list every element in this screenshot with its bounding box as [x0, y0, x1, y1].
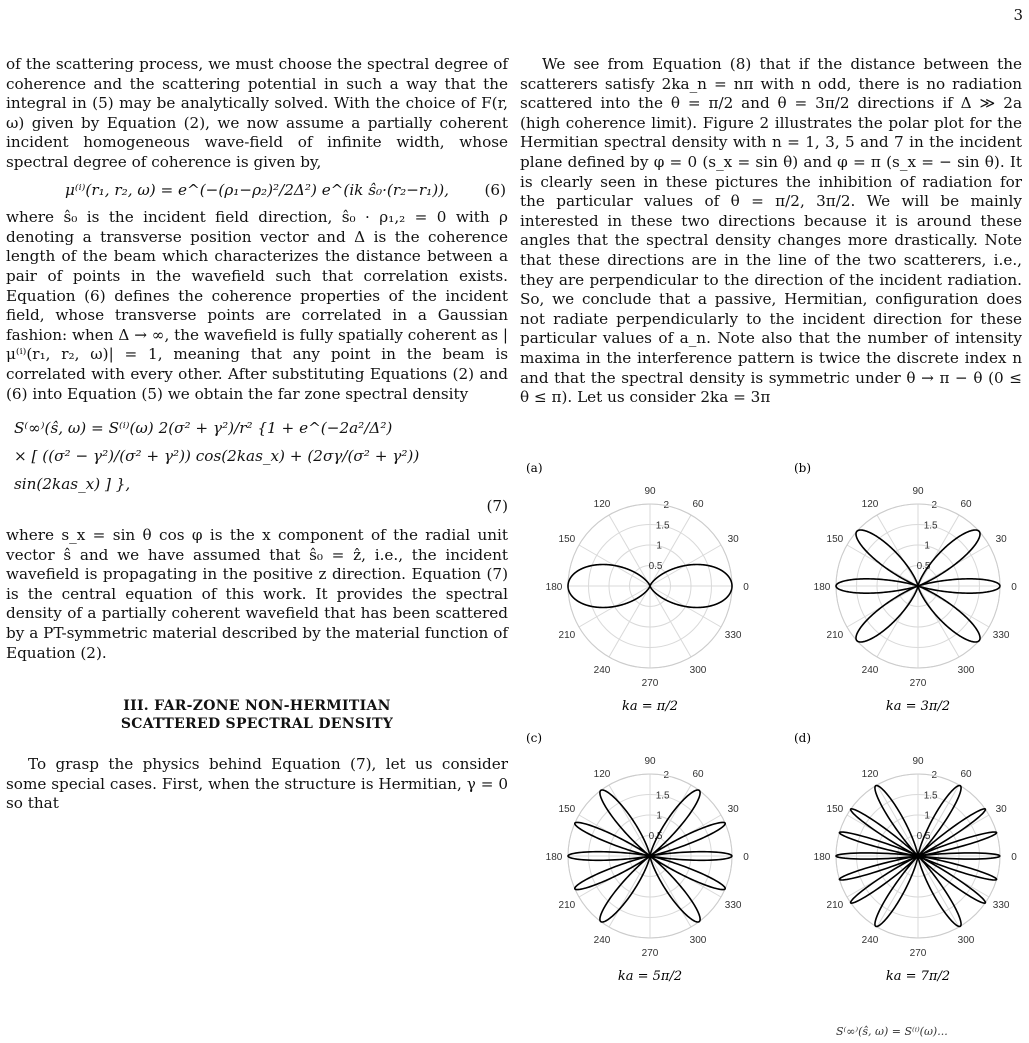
panel-caption: ka = 7π/2 [885, 969, 951, 984]
panel-caption: ka = 5π/2 [617, 969, 683, 984]
angle-tick-label: 30 [995, 804, 1007, 815]
angle-tick-label: 0 [1011, 582, 1017, 593]
panel-label: (d) [794, 731, 812, 745]
grid-spoke [609, 586, 650, 657]
angle-tick-label: 240 [593, 935, 611, 947]
polar-plot-a [522, 458, 762, 720]
angle-tick-label: 210 [558, 630, 576, 641]
paragraph-special-cases: To grasp the physics behind Equation (7), let us consider some special cases. First, when the structure is Hermitian, γ = 0 so that [6, 755, 508, 813]
radial-tick-label: 2 [663, 770, 670, 782]
angle-tick-label: 210 [558, 900, 576, 911]
angle-tick-label: 60 [692, 768, 704, 780]
angle-tick-label: 300 [957, 935, 975, 947]
angle-tick-label: 180 [813, 582, 831, 593]
equation-7-line-2: × [ ((σ² − γ²)/(σ² + γ²)) cos(2kas_x) + (2σγ/(σ² + γ²)) sin(2kas_x) ] }, [14, 447, 420, 494]
polar-plot-d [790, 728, 1029, 990]
section-heading [36, 697, 478, 733]
panel-caption: ka = 3π/2 [885, 699, 951, 714]
radial-tick-label: 1 [656, 540, 662, 552]
angle-tick-label: 120 [593, 768, 611, 780]
radial-tick-label: 2 [931, 500, 938, 512]
angle-tick-label: 180 [545, 852, 563, 863]
angle-tick-label: 90 [912, 756, 924, 767]
angle-tick-label: 240 [593, 665, 611, 677]
angle-tick-label: 60 [960, 768, 972, 780]
polar-plot-svg [790, 458, 1029, 720]
angle-tick-label: 90 [912, 486, 924, 497]
angle-tick-label: 240 [861, 665, 879, 677]
angle-tick-label: 120 [861, 498, 879, 510]
paragraph-intro: of the scattering process, we must choose the spectral degree of coherence and the scattering potential in such a way that the integral in (5) may be analytically solved. With the choice of F(r, ω) given by Equation (2), we now assume a partially coherent incident homogeneous wave-field of infinite width, whose spectral degree of coherence is given by, [6, 55, 508, 171]
footer-equation-fragment: S⁽∞⁾(ŝ, ω) = S⁽ⁱ⁾(ω)... [836, 1025, 948, 1038]
radial-tick-label: 1 [924, 810, 930, 822]
angle-tick-label: 210 [826, 630, 844, 641]
angle-tick-label: 0 [743, 852, 749, 863]
angle-tick-label: 330 [724, 630, 742, 641]
angle-tick-label: 240 [861, 935, 879, 947]
angle-tick-label: 180 [813, 852, 831, 863]
page-number: 3 [1013, 6, 1023, 24]
angle-tick-label: 0 [1011, 852, 1017, 863]
equation-6-number: (6) [484, 180, 506, 199]
paragraph-hermitian: We see from Equation (8) that if the distance between the scatterers satisfy 2ka_n = nπ with n odd, there is no radiation scattered into the θ = π/2 and θ = 3π/2 directions if Δ ≫ 2a (high coherence limit). Figure 2 illustrates the polar plot for the Hermitian spectral density with n = 1, 3, 5 and 7 in the incident plane defined by φ = 0 (s_x = sin θ) and φ = π (s_x = − sin θ). It is clearly seen in these pictures the inhibition of radiation for the particular values of θ = π/2, 3π/2. We will be mainly interested in these two directions because it is around these angles that the spectral density changes more drastically. Note that these directions are in the line of the two scatterers, i.e., they are perpendicular to the direction of the incident radiation. So, we conclude that a passive, Hermitian, configuration does not radiate perpendicularly to the incident direction for these particular values of a_n. Note also that the number of intensity maxima in the interference pattern is twice the discrete index n and that the spectral density is symmetric under θ → π − θ (0 ≤ θ ≤ π). Let us consider 2ka = 3π [520, 55, 1022, 407]
polar-plot-b [790, 458, 1029, 720]
angle-tick-label: 210 [826, 900, 844, 911]
angle-tick-label: 90 [644, 756, 656, 767]
equation-7-line-1: S⁽∞⁾(ŝ, ω) = S⁽ⁱ⁾(ω) 2(σ² + γ²)/r² {1 + e^(−2a²/Δ²) [14, 419, 393, 438]
equation-7 [6, 414, 508, 520]
radial-tick-label: 1.5 [655, 520, 670, 532]
angle-tick-label: 270 [641, 678, 659, 689]
radial-tick-label: 1.5 [923, 790, 938, 802]
polar-plot-svg [790, 728, 1029, 990]
angle-tick-label: 120 [861, 768, 879, 780]
angle-tick-label: 30 [727, 804, 739, 815]
equation-7-number: (7) [486, 497, 508, 516]
angle-tick-label: 150 [826, 534, 844, 545]
radial-tick-label: 1 [656, 810, 662, 822]
polar-plot-svg [522, 728, 762, 990]
section-heading-line-1: III. FAR-ZONE NON-HERMITIAN [123, 698, 391, 715]
polar-plot-svg [522, 458, 762, 720]
radial-tick-label: 0.5 [648, 560, 663, 572]
paragraph-coherence: where ŝ₀ is the incident field direction, ŝ₀ · ρ₁,₂ = 0 with ρ denoting a transverse position vector and Δ is the coherence length of the beam which characterizes the distance between a pair of points in the wavefield such that correlation exists. Equation (6) defines the coherence properties of the incident field, whose transverse points are correlated in a Gaussian fashion: when Δ → ∞, the wavefield is fully spatially coherent as |μ⁽ⁱ⁾(r₁, r₂, ω)| = 1, meaning that any point in the beam is correlated with every other. After substituting Equations (2) and (6) into Equation (5) we obtain the far zone spectral density [6, 208, 508, 403]
angle-tick-label: 60 [960, 498, 972, 510]
radial-tick-label: 1.5 [923, 520, 938, 532]
angle-tick-label: 330 [992, 630, 1010, 641]
angle-tick-label: 270 [909, 678, 927, 689]
equation-6-body: μ⁽ⁱ⁾(r₁, r₂, ω) = e^(−(ρ₁−ρ₂)²/2Δ²) e^(ik ŝ₀·(r₂−r₁)), [65, 180, 449, 199]
angle-tick-label: 180 [545, 582, 563, 593]
right-column [520, 55, 1022, 408]
radial-tick-label: 1.5 [655, 790, 670, 802]
angle-tick-label: 90 [644, 486, 656, 497]
angle-tick-label: 300 [957, 665, 975, 677]
radial-tick-label: 0.5 [916, 560, 931, 572]
angle-tick-label: 150 [558, 804, 576, 815]
section-heading-line-2: SCATTERED SPECTRAL DENSITY [120, 716, 394, 733]
polar-plot-c [522, 728, 762, 990]
angle-tick-label: 300 [689, 935, 707, 947]
angle-tick-label: 270 [909, 948, 927, 959]
angle-tick-label: 30 [995, 534, 1007, 545]
angle-tick-label: 300 [689, 665, 707, 677]
panel-label: (c) [526, 731, 543, 745]
radial-tick-label: 2 [663, 500, 670, 512]
panel-label: (a) [526, 461, 543, 475]
angle-tick-label: 330 [724, 900, 742, 911]
angle-tick-label: 120 [593, 498, 611, 510]
angle-tick-label: 0 [743, 582, 749, 593]
angle-tick-label: 150 [558, 534, 576, 545]
angle-tick-label: 150 [826, 804, 844, 815]
equation-6 [6, 181, 508, 201]
angle-tick-label: 330 [992, 900, 1010, 911]
radial-tick-label: 1 [924, 540, 930, 552]
panel-caption: ka = π/2 [622, 699, 678, 714]
angle-tick-label: 60 [692, 498, 704, 510]
grid-spoke [650, 586, 691, 657]
angle-tick-label: 30 [727, 534, 739, 545]
paragraph-central-equation: where s_x = sin θ cos φ is the x component of the radial unit vector ŝ and we have assumed that ŝ₀ = ẑ, i.e., the incident wavefield is propagating in the positive z direction. Equation (7) is the central equation of this work. It provides the spectral density of a partially coherent wavefield that has been scattered by a PT-symmetric material described by the material function of Equation (2). [6, 526, 508, 662]
left-column [6, 55, 508, 814]
radial-tick-label: 2 [931, 770, 938, 782]
panel-label: (b) [794, 461, 812, 475]
angle-tick-label: 270 [641, 948, 659, 959]
radial-tick-label: 0.5 [648, 830, 663, 842]
radial-tick-label: 0.5 [916, 830, 931, 842]
grid-spoke [609, 515, 650, 586]
